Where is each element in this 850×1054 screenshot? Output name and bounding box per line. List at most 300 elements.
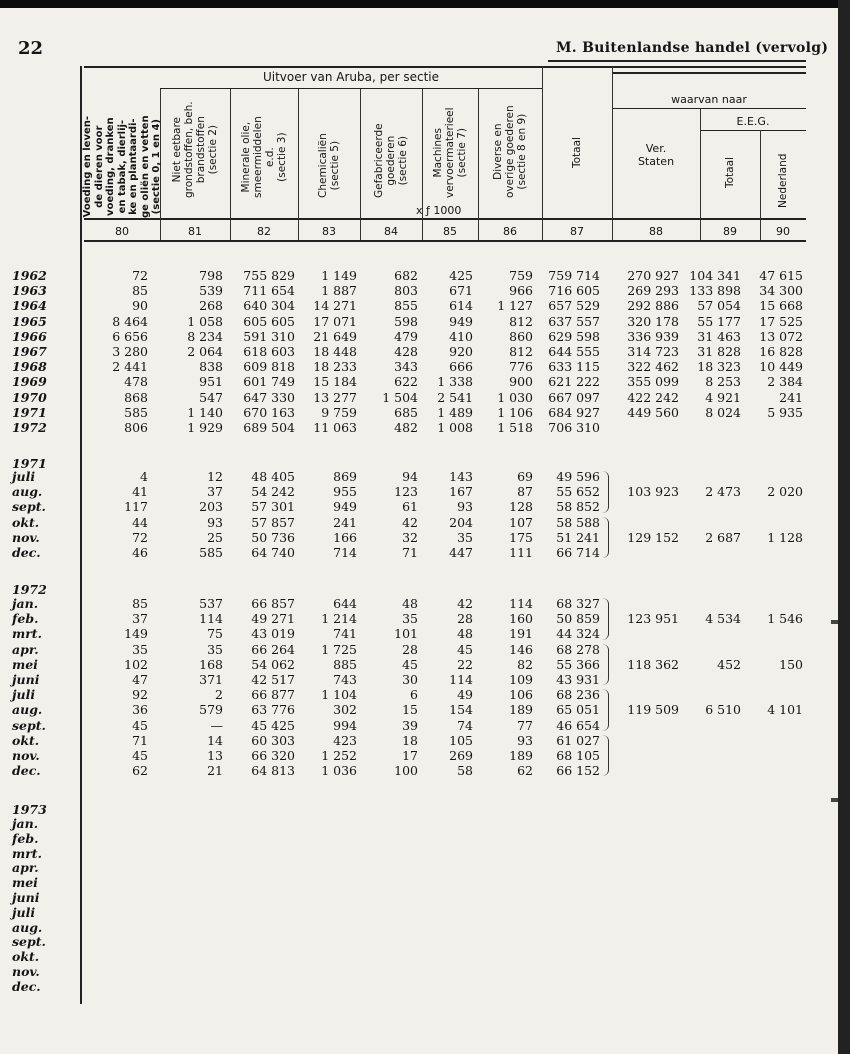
col-number: 88 [649,225,663,238]
col-header-82-text: Minerale olie, smeermiddelen e.d. (sectie 3) [240,116,288,198]
table-cell: 90 [132,298,148,314]
month-label: okt. [12,949,40,965]
table-cell: 716 605 [548,283,600,299]
table-cell: 154 [449,702,473,718]
table-cell: 109 [509,672,533,687]
table-cell: 15 668 [759,298,803,314]
table-cell: 44 [132,514,148,530]
table-cell: 579 [199,702,223,718]
table-cell: 812 [509,313,533,329]
month-label: apr. [12,860,39,876]
table-cell: 15 [402,702,418,718]
table-cell: 175 [509,529,533,545]
table-cell: 62 [517,763,533,779]
table-cell: 741 [333,626,357,642]
col-header-84-text: Gefabriceerde goederen (sectie 6) [373,123,409,198]
table-cell: 1 504 [382,389,418,405]
table-cell: 605 605 [243,313,295,329]
table-cell: 13 072 [759,328,803,344]
table-cell: 37 [207,484,223,500]
table-cell: 31 463 [697,328,741,344]
col-header-86 [478,90,542,218]
table-cell: 4 921 [705,389,741,405]
table-cell: 50 736 [251,529,295,545]
table-cell: 191 [509,626,533,642]
table-cell: 47 615 [759,268,803,283]
table-cell: 759 714 [548,268,600,283]
table-cell: 11 063 [313,420,357,435]
table-cell: 68 278 [556,641,600,657]
table-cell: 6 [410,687,418,703]
table-cell: 85 [132,283,148,299]
table-cell: 118 362 [627,656,679,672]
table-cell: 16 828 [759,344,803,359]
table-cell: 42 [457,596,473,611]
table-cell: 2 441 [112,359,148,375]
month-label: dec. [12,545,41,560]
table-cell: 39 [402,717,418,733]
table-cell: 336 939 [627,328,679,344]
table-cell: 103 923 [627,484,679,500]
table-cell: 270 927 [627,268,679,283]
table-cell: 759 [509,268,533,283]
col-header-85-text: Machines vervoermaterieel (sectie 7) [432,107,468,198]
table-cell: 32 [402,529,418,545]
col-number: 85 [443,225,457,238]
table-cell: 241 [779,389,803,405]
table-cell: 68 327 [556,596,600,611]
table-cell: 685 [394,404,418,420]
table-cell: 51 241 [556,529,600,545]
month-label: juni [12,672,40,687]
table-cell: 479 [394,328,418,344]
table-cell: 609 818 [243,359,295,375]
table-cell: 371 [199,672,223,687]
table-cell: 1 149 [321,268,357,283]
month-label: feb. [12,611,39,627]
table-cell: 65 051 [556,702,600,718]
table-cell: 755 829 [243,268,295,283]
table-cell: 423 [333,732,357,748]
col-number: 86 [503,225,517,238]
table-cell: 684 927 [548,404,600,420]
table-cell: 37 [132,611,148,627]
table-cell: 6 510 [705,702,741,718]
month-label: aug. [12,702,43,718]
year-label: 1969 [12,374,47,390]
page-number: 22 [18,38,44,59]
table-cell: 657 529 [548,298,600,314]
table-cell: 61 027 [556,732,600,748]
table-cell: 45 [132,748,148,763]
table-cell: 869 [333,469,357,484]
month-label: sept. [12,499,46,515]
table-cell: 644 555 [548,344,600,359]
table-cell: 28 [402,641,418,657]
table-cell: 591 310 [243,328,295,344]
page [0,8,838,1054]
table-cell: 21 649 [313,328,357,344]
col-header-81-text: Niet eetbare grondstoffen, beh. brandstoffen (sectie 2) [171,101,219,198]
table-cell: 18 233 [313,359,357,375]
table-cell: 50 859 [556,611,600,627]
month-label: apr. [12,641,39,657]
margin-mark [831,620,838,624]
table-cell: 585 [199,545,223,560]
table-cell: 35 [207,641,223,657]
table-cell: 8 253 [705,374,741,390]
month-label: jan. [12,596,39,611]
col-header-84 [360,90,422,218]
table-cell: 129 152 [627,529,679,545]
table-cell: 951 [199,374,223,390]
table-cell: 114 [509,596,533,611]
table-cell: 30 [402,672,418,687]
table-cell: 25 [207,529,223,545]
table-cell: 949 [333,499,357,515]
table-cell: 322 462 [627,359,679,375]
month-label: nov. [12,529,40,545]
table-cell: 34 300 [759,283,803,299]
table-cell: 640 304 [243,298,295,314]
table-cell: 87 [517,484,533,500]
col-number: 80 [115,225,129,238]
header-mid-rule [84,218,806,220]
table-cell: 58 [457,763,473,779]
table-cell: 4 534 [705,611,741,627]
table-cell: 482 [394,420,418,435]
col-header-87-text: Totaal [571,137,583,168]
table-cell: 920 [449,344,473,359]
col-number: 84 [384,225,398,238]
year-label: 1965 [12,313,47,329]
running-title: M. Buitenlandse handel (vervolg) [556,40,829,56]
table-cell: 269 293 [627,283,679,299]
year-label: 1972 [12,420,47,435]
month-label: okt. [12,514,40,530]
table-cell: 114 [199,611,223,627]
month-label: mrt. [12,626,42,642]
table-cell: 855 [394,298,418,314]
table-cell: 49 271 [251,611,295,627]
table-cell: 68 105 [556,748,600,763]
header-bottom-rule [84,240,806,242]
group-rule [160,88,542,89]
table-cell: 166 [333,529,357,545]
waarvan-rule [612,108,806,109]
table-cell: 868 [124,389,148,405]
table-cell: 168 [199,656,223,672]
table-cell: 994 [333,717,357,733]
table-cell: 22 [457,656,473,672]
table-cell: 302 [333,702,357,718]
table-cell: 1 489 [437,404,473,420]
table-cell: 48 405 [251,469,295,484]
table-cell: 622 [394,374,418,390]
table-cell: 2 064 [187,344,223,359]
table-cell: 17 [402,748,418,763]
table-cell: 58 852 [556,499,600,515]
table-cell: 66 264 [251,641,295,657]
table-cell: 35 [457,529,473,545]
table-cell: 268 [199,298,223,314]
table-cell: 4 101 [767,702,803,718]
table-cell: 320 178 [627,313,679,329]
table-cell: 425 [449,268,473,283]
year-label: 1962 [12,268,47,283]
table-cell: 618 603 [243,344,295,359]
col-header-82 [230,90,298,218]
table-cell: 14 271 [313,298,357,314]
col-header-90 [760,132,806,218]
table-cell: 2 541 [437,389,473,405]
table-cell: 68 236 [556,687,600,703]
year-section-label: 1972 [12,582,47,597]
table-cell: 58 588 [556,514,600,530]
table-cell: 18 448 [313,344,357,359]
table-cell: 666 [449,359,473,375]
table-cell: 36 [132,702,148,718]
col-header-89 [700,132,760,218]
table-cell: 55 652 [556,484,600,500]
table-cell: 1 518 [497,420,533,435]
month-label: sept. [12,717,46,733]
table-cell: 14 [207,732,223,748]
year-label: 1968 [12,359,47,375]
table-cell: 75 [207,626,223,642]
table-cell: 93 [517,732,533,748]
table-cell: 160 [509,611,533,627]
table-cell: 128 [509,499,533,515]
table-cell: 900 [509,374,533,390]
table-cell: 644 [333,596,357,611]
table-cell: 57 857 [251,514,295,530]
year-label: 1971 [12,404,47,420]
table-cell: 343 [394,359,418,375]
col-header-89-text: Totaal [724,157,736,188]
year-label: 1964 [12,298,47,314]
col-number: 83 [322,225,336,238]
table-cell: 478 [124,374,148,390]
table-cell: 55 366 [556,656,600,672]
table-cell: 94 [402,469,418,484]
month-label: juni [12,890,40,905]
header-top-rule [84,66,806,68]
table-cell: 17 071 [313,313,357,329]
col-header-80-text: Voeding en leven- de dieren voor voeding, dranken en tabak, dierlij- ke en plantaardi- ge oliën en vetten (sectie 0, 1 en 4) [81,115,162,218]
table-cell: 1 030 [497,389,533,405]
table-cell: 13 [207,748,223,763]
table-cell: 428 [394,344,418,359]
table-cell: 45 [457,641,473,657]
table-cell: 3 280 [112,344,148,359]
table-cell: 4 [140,469,148,484]
table-cell: 104 341 [689,268,741,283]
col-header-80 [81,66,162,218]
table-cell: 1 214 [321,611,357,627]
table-cell: 1 127 [497,298,533,314]
table-cell: 57 054 [697,298,741,314]
table-cell: 61 [402,499,418,515]
month-label: aug. [12,919,43,935]
table-cell: 74 [457,717,473,733]
table-cell: 48 [457,626,473,642]
table-cell: 17 525 [759,313,803,329]
table-cell: 48 [402,596,418,611]
table-cell: 547 [199,389,223,405]
table-cell: 93 [207,514,223,530]
table-cell: 101 [394,626,418,642]
table-cell: 269 [449,748,473,763]
table-cell: 85 [132,596,148,611]
table-cell: 637 557 [548,313,600,329]
table-cell: 714 [333,545,357,560]
table-cell: 66 152 [556,763,600,779]
year-section-label: 1971 [12,456,47,471]
month-label: juli [12,687,36,703]
table-cell: 614 [449,298,473,314]
table-cell: 119 509 [627,702,679,718]
table-cell: 66 714 [556,545,600,560]
table-cell: 64 813 [251,763,295,779]
table-cell: 1 546 [767,611,803,627]
col-header-83 [298,90,360,218]
table-cell: 667 097 [548,389,600,405]
table-cell: 860 [509,328,533,344]
table-cell: 46 654 [556,717,600,733]
quarter-brace [601,735,609,777]
table-cell: 1 104 [321,687,357,703]
month-label: feb. [12,830,39,846]
table-cell: 6 656 [112,328,148,344]
col-number: 90 [776,225,790,238]
year-label: 1970 [12,389,47,405]
table-cell: 77 [517,717,533,733]
table-cell: 2 [215,687,223,703]
table-cell: 539 [199,283,223,299]
table-cell: 776 [509,359,533,375]
table-cell: 314 723 [627,344,679,359]
table-cell: 671 [449,283,473,299]
table-cell: 885 [333,656,357,672]
table-cell: 18 [402,732,418,748]
scan-edge [838,0,850,1054]
table-cell: 2 473 [705,484,741,500]
table-cell: 1 036 [321,763,357,779]
table-cell: 44 324 [556,626,600,642]
table-cell: 45 [402,656,418,672]
year-label: 1963 [12,283,47,299]
table-cell: 54 242 [251,484,295,500]
table-cell: 28 [457,611,473,627]
col-header-86-text: Diverse en overige goederen (sectie 8 en 9) [492,105,528,198]
table-cell: 43 931 [556,672,600,687]
table-cell: 45 [132,717,148,733]
table-cell: 355 099 [627,374,679,390]
unit-label: x ƒ 1000 [416,204,462,217]
table-cell: 966 [509,283,533,299]
table-cell: 105 [449,732,473,748]
table-cell: 63 776 [251,702,295,718]
table-cell: 43 019 [251,626,295,642]
table-cell: 955 [333,484,357,500]
table-cell: 71 [132,732,148,748]
table-cell: 49 [457,687,473,703]
table-cell: 8 234 [187,328,223,344]
table-cell: 54 062 [251,656,295,672]
table-cell: 42 517 [251,672,295,687]
table-cell: 5 935 [767,404,803,420]
table-cell: — [210,717,223,733]
table-cell: 35 [402,611,418,627]
table-cell: 107 [509,514,533,530]
table-cell: 31 828 [697,344,741,359]
table-cell: 189 [509,748,533,763]
month-label: mei [12,875,38,891]
table-cell: 1 140 [187,404,223,420]
table-cell: 410 [449,328,473,344]
month-label: juli [12,469,36,484]
table-cell: 150 [779,656,803,672]
table-cell: 447 [449,545,473,560]
table-cell: 146 [509,641,533,657]
title-rule [548,60,806,62]
table-cell: 1 058 [187,313,223,329]
table-cell: 62 [132,763,148,779]
table-cell: 100 [394,763,418,779]
table-cell: 45 425 [251,717,295,733]
col-header-81 [160,90,230,218]
table-cell: 449 560 [627,404,679,420]
table-cell: 60 303 [251,732,295,748]
month-label: nov. [12,748,40,763]
table-cell: 1 887 [321,283,357,299]
year-label: 1966 [12,328,47,344]
table-cell: 71 [402,545,418,560]
table-cell: 123 [394,484,418,500]
table-cell: 57 301 [251,499,295,515]
table-cell: 41 [132,484,148,500]
table-cell: 47 [132,672,148,687]
table-cell: 167 [449,484,473,500]
table-cell: 55 177 [697,313,741,329]
table-cell: 1 252 [321,748,357,763]
table-cell: 2 384 [767,374,803,390]
table-cell: 189 [509,702,533,718]
eeg-label: E.E.G. [736,115,770,128]
table-cell: 1 008 [437,420,473,435]
month-label: okt. [12,732,40,748]
table-cell: 49 596 [556,469,600,484]
table-cell: 69 [517,469,533,484]
table-cell: 10 449 [759,359,803,375]
table-cell: 1 106 [497,404,533,420]
table-cell: 1 929 [187,420,223,435]
table-cell: 111 [509,545,533,560]
table-cell: 66 857 [251,596,295,611]
col-number: 82 [257,225,271,238]
table-cell: 1 338 [437,374,473,390]
waarvan-naar-label: waarvan naar [671,93,747,106]
col-number: 89 [723,225,737,238]
table-cell: 35 [132,641,148,657]
table-cell: 2 020 [767,484,803,500]
table-cell: 72 [132,529,148,545]
month-label: juli [12,904,36,920]
table-cell: 803 [394,283,418,299]
table-cell: 64 740 [251,545,295,560]
table-cell: 102 [124,656,148,672]
